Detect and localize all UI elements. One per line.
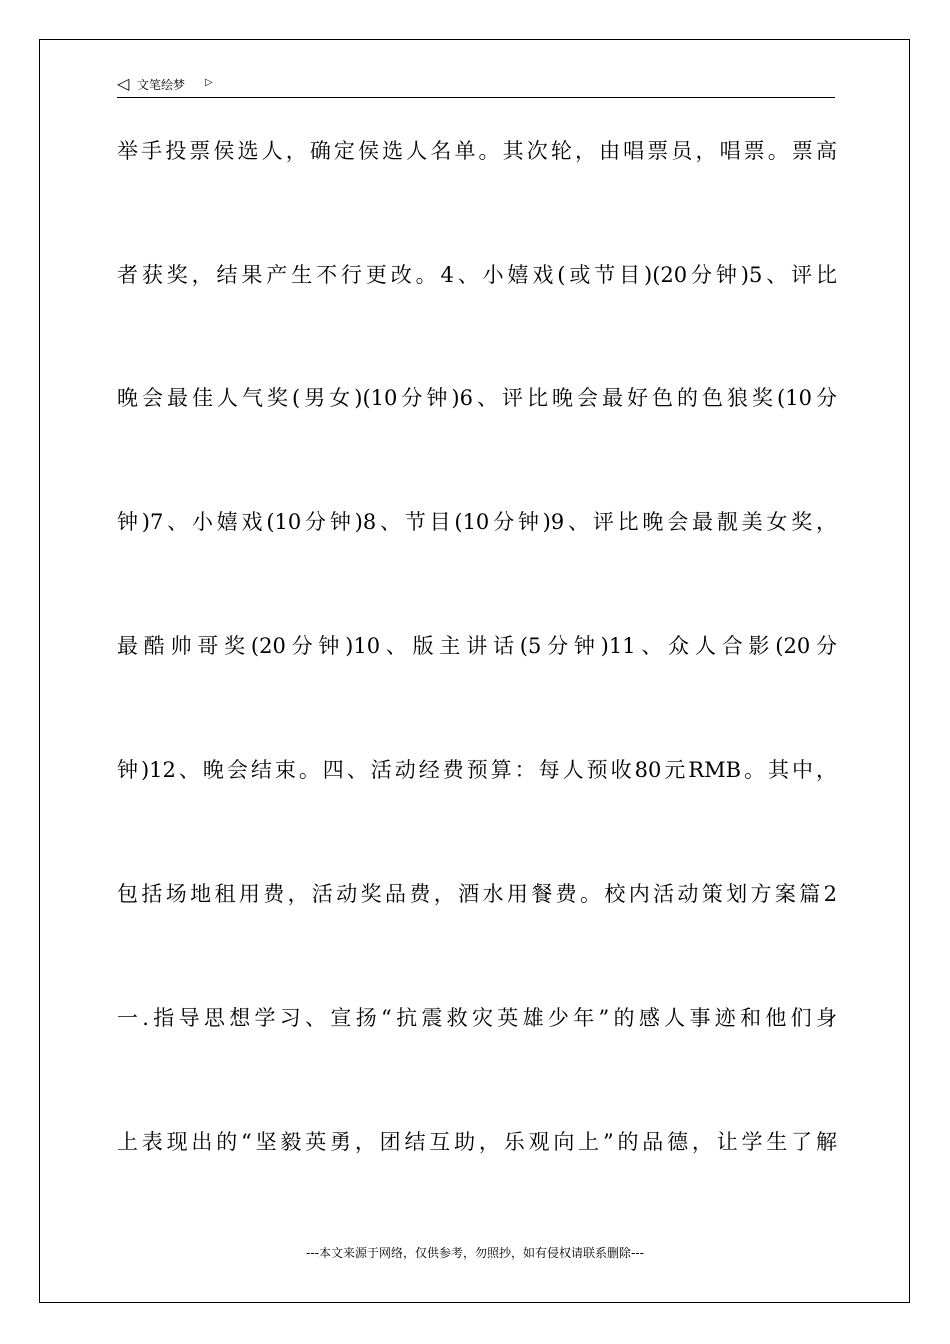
text-line: 包括场地租用费，活动奖品费，酒水用餐费。校内活动策划方案篇2 <box>117 882 837 906</box>
page-header <box>117 74 835 98</box>
text-line: 最酷帅哥奖(20分钟)10、版主讲话(5分钟)11、众人合影(20分 <box>117 634 837 658</box>
text-line: 钟)7、小嬉戏(10分钟)8、节目(10分钟)9、评比晚会最靓美女奖， <box>117 510 837 534</box>
text-line: 上表现出的“坚毅英勇，团结互助，乐观向上”的品德，让学生了解 <box>117 1130 837 1154</box>
header-title: 文笔绘梦 <box>137 78 186 92</box>
text-line: 晚会最佳人气奖(男女)(10分钟)6、评比晚会最好色的色狼奖(10分 <box>117 386 837 410</box>
footer-disclaimer: ---本文来源于网络，仅供参考，勿照抄，如有侵权请联系删除--- <box>306 1246 644 1260</box>
text-line: 者获奖，结果产生不行更改。4、小嬉戏(或节目)(20分钟)5、评比 <box>117 263 837 287</box>
page-frame <box>39 39 910 1303</box>
triangle-left-icon: ◁ <box>117 74 130 93</box>
text-line: 举手投票侯选人，确定侯选人名单。其次轮，由唱票员，唱票。票高 <box>117 139 837 163</box>
text-line: 一.指导思想学习、宣扬“抗震救灾英雄少年”的感人事迹和他们身 <box>117 1006 837 1030</box>
text-line: 钟)12、晚会结束。四、活动经费预算：每人预收80元RMB。其中， <box>117 758 837 782</box>
triangle-right-icon: ▷ <box>205 77 213 88</box>
